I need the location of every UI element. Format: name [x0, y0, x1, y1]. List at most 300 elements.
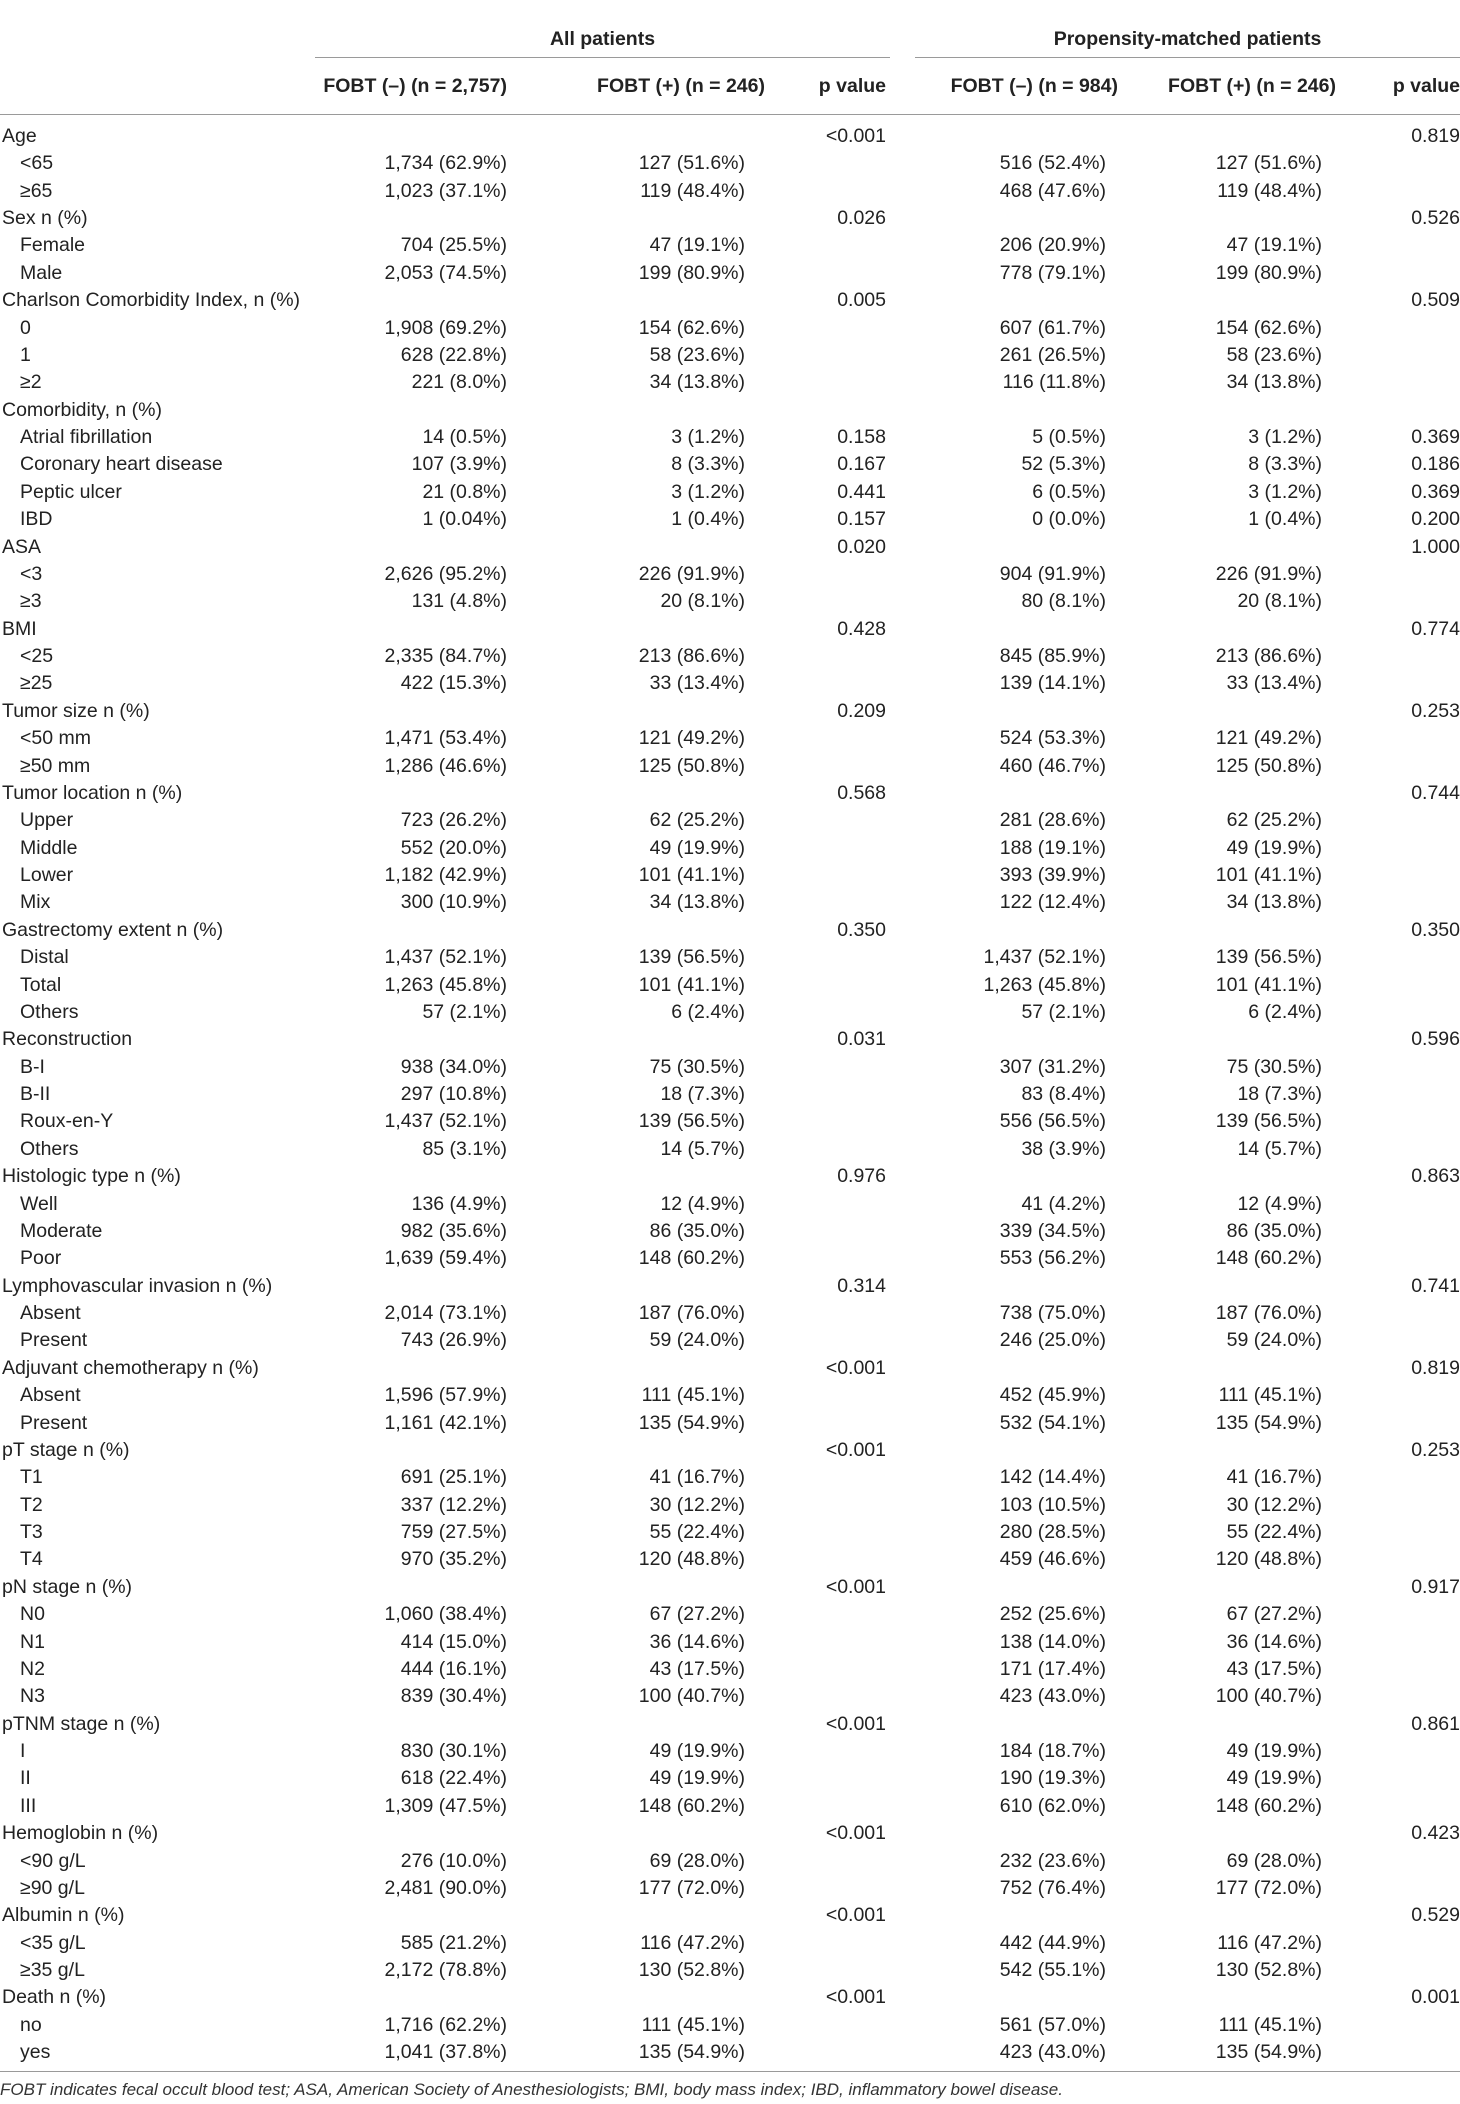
cell-fobt-neg-matched [915, 1163, 1130, 1190]
cell-fobt-neg-matched: 423 (43.0%) [915, 2039, 1130, 2071]
table-row [0, 1793, 1460, 1820]
cell-fobt-pos-matched: 3 (1.2%) [1248, 426, 1322, 449]
table-row [0, 1902, 1460, 1929]
cell-fobt-neg-matched [915, 1026, 1130, 1053]
cell-fobt-pos-all: 111 (45.1%) [641, 2013, 745, 2036]
cell-fobt-neg-all: 628 (22.8%) [400, 343, 507, 366]
cell-fobt-neg-matched: 442 (44.9%) [999, 1931, 1106, 1954]
cell-fobt-pos-all: 139 (56.5%) [638, 1110, 745, 1133]
cell-p-all: <0.001 [825, 1356, 886, 1379]
cell-fobt-neg-all [315, 1820, 525, 1847]
cell-p-matched [1360, 1601, 1460, 1628]
cell-fobt-pos-all [525, 917, 775, 944]
row-label: pTNM stage n (%) [2, 1712, 161, 1735]
cell-gap [890, 1629, 915, 1656]
cell-fobt-pos-all: 127 (51.6%) [638, 152, 745, 175]
cell-p-matched [1360, 1957, 1460, 1984]
cell-fobt-pos-matched: 213 (86.6%) [1215, 645, 1322, 668]
cell-fobt-pos-all: 130 (52.8%) [638, 1959, 745, 1982]
cell-fobt-pos-matched: 148 (60.2%) [1215, 1794, 1322, 1817]
table-row [0, 115, 1460, 151]
cell-fobt-pos-all: 135 (54.9%) [638, 1411, 745, 1434]
cell-fobt-pos-matched [1130, 917, 1360, 944]
cell-fobt-neg-all: 131 (4.8%) [411, 590, 507, 613]
cell-p-matched [1360, 753, 1460, 780]
row-label: Coronary heart disease [20, 453, 223, 476]
cell-fobt-neg-matched [915, 1273, 1130, 1300]
row-label: Upper [20, 809, 74, 832]
cell-fobt-neg-matched: 0 (0.0%) [1032, 508, 1106, 531]
cell-p-all [775, 1519, 890, 1546]
row-label: N0 [20, 1603, 45, 1626]
cell-fobt-pos-matched: 34 (13.8%) [1226, 371, 1322, 394]
cell-gap [890, 1930, 915, 1957]
cell-fobt-neg-all [315, 917, 525, 944]
row-label: pT stage n (%) [2, 1438, 130, 1461]
cell-fobt-pos-matched: 1 (0.4%) [1248, 508, 1322, 531]
cell-fobt-neg-matched: 5 (0.5%) [1032, 426, 1106, 449]
cell-p-matched [1360, 150, 1460, 177]
row-label: Present [20, 1329, 88, 1352]
cell-fobt-neg-all: 1,716 (62.2%) [384, 2013, 507, 2036]
cell-fobt-neg-matched [915, 917, 1130, 944]
cell-p-matched [1360, 1848, 1460, 1875]
cell-fobt-neg-all: 297 (10.8%) [400, 1083, 507, 1106]
cell-fobt-neg-matched: 6 (0.5%) [1032, 480, 1106, 503]
cell-fobt-pos-all: 34 (13.8%) [649, 891, 745, 914]
table-row [0, 1163, 1460, 1190]
cell-gap [890, 1519, 915, 1546]
table-row [0, 479, 1460, 506]
row-label: Histologic type n (%) [2, 1165, 181, 1188]
table-row [0, 1109, 1460, 1136]
table-row [0, 725, 1460, 752]
table-row [0, 643, 1460, 670]
table-row [0, 369, 1460, 396]
table-row [0, 1711, 1460, 1738]
cell-fobt-neg-matched: 524 (53.3%) [999, 727, 1106, 750]
cell-fobt-pos-all: 213 (86.6%) [638, 645, 745, 668]
table-row [0, 1026, 1460, 1053]
table-row [0, 1574, 1460, 1601]
cell-fobt-pos-all: 49 (19.9%) [649, 1740, 745, 1763]
cell-fobt-neg-matched: 38 (3.9%) [1021, 1137, 1106, 1160]
cell-fobt-pos-all: 187 (76.0%) [638, 1302, 745, 1325]
table-row [0, 780, 1460, 807]
cell-fobt-neg-all: 743 (26.9%) [400, 1329, 507, 1352]
row-label: N1 [20, 1630, 45, 1653]
row-label: T2 [20, 1493, 43, 1516]
cell-gap [890, 1574, 915, 1601]
table-row [0, 1848, 1460, 1875]
cell-fobt-neg-all: 1,182 (42.9%) [384, 864, 507, 887]
cell-p-matched [1360, 1191, 1460, 1218]
cell-fobt-pos-all: 30 (12.2%) [649, 1493, 745, 1516]
cell-fobt-pos-matched [1130, 287, 1360, 314]
cell-p-all [775, 260, 890, 287]
cell-fobt-neg-all: 2,481 (90.0%) [384, 1876, 507, 1899]
row-label: Mix [20, 891, 51, 914]
cell-fobt-neg-matched: 41 (4.2%) [1021, 1192, 1106, 1215]
cell-p-matched: 0.001 [1411, 1986, 1460, 2009]
cell-p-all [775, 1410, 890, 1437]
cell-fobt-neg-matched: 904 (91.9%) [999, 562, 1106, 585]
cell-p-all: <0.001 [825, 124, 886, 147]
cell-p-matched [1360, 1300, 1460, 1327]
cell-p-all [775, 835, 890, 862]
cell-fobt-neg-all: 1,286 (46.6%) [384, 754, 507, 777]
row-label: pN stage n (%) [2, 1575, 133, 1598]
cell-fobt-neg-matched [915, 115, 1130, 151]
cell-fobt-neg-matched: 393 (39.9%) [999, 864, 1106, 887]
table-row [0, 1328, 1460, 1355]
cell-fobt-neg-matched: 80 (8.1%) [1021, 590, 1106, 613]
cell-gap [890, 260, 915, 287]
cell-p-all: 0.020 [837, 535, 886, 558]
cell-fobt-pos-all: 3 (1.2%) [671, 480, 745, 503]
cell-p-all [775, 1218, 890, 1245]
cell-gap [890, 999, 915, 1026]
cell-gap [890, 1218, 915, 1245]
cell-fobt-pos-all: 62 (25.2%) [649, 809, 745, 832]
row-label: Total [20, 973, 62, 996]
cell-gap [890, 1766, 915, 1793]
cell-p-matched: 0.861 [1411, 1712, 1460, 1735]
cell-fobt-neg-matched [915, 287, 1130, 314]
table-row [0, 1820, 1460, 1847]
cell-fobt-pos-all: 8 (3.3%) [671, 453, 745, 476]
row-label: N3 [20, 1685, 45, 1708]
cell-p-all [775, 1766, 890, 1793]
row-label: Roux-en-Y [20, 1110, 114, 1133]
cell-fobt-pos-matched: 3 (1.2%) [1248, 480, 1322, 503]
cell-fobt-pos-matched: 62 (25.2%) [1226, 809, 1322, 832]
table-row [0, 1656, 1460, 1683]
cell-gap [890, 780, 915, 807]
cell-gap [890, 233, 915, 260]
table-row [0, 506, 1460, 533]
table-row [0, 2039, 1460, 2071]
cell-p-all [775, 972, 890, 999]
row-label: <50 mm [20, 727, 91, 750]
cell-fobt-pos-all [525, 287, 775, 314]
row-label: Absent [20, 1384, 81, 1407]
cell-gap [890, 671, 915, 698]
cell-gap [890, 534, 915, 561]
cell-fobt-neg-all [315, 205, 525, 232]
cell-p-all: 0.158 [837, 426, 886, 449]
cell-fobt-neg-all: 1,437 (52.1%) [384, 1110, 507, 1133]
cell-fobt-pos-all [525, 534, 775, 561]
row-label: ≥3 [20, 590, 42, 613]
cell-fobt-pos-all: 148 (60.2%) [638, 1247, 745, 1270]
cell-fobt-pos-matched: 20 (8.1%) [1237, 590, 1322, 613]
cell-p-all [775, 999, 890, 1026]
cell-fobt-neg-matched: 122 (12.4%) [999, 891, 1106, 914]
cell-fobt-neg-all [315, 1574, 525, 1601]
cell-p-matched: 0.529 [1411, 1904, 1460, 1927]
cell-p-all [775, 2012, 890, 2039]
row-label: ≥50 mm [20, 754, 91, 777]
cell-fobt-neg-matched: 116 (11.8%) [1002, 371, 1106, 394]
cell-fobt-pos-matched: 139 (56.5%) [1215, 1110, 1322, 1133]
cell-gap [890, 1985, 915, 2012]
cell-fobt-neg-matched: 460 (46.7%) [999, 754, 1106, 777]
table-row [0, 1300, 1460, 1327]
cell-fobt-neg-matched [915, 1902, 1130, 1929]
cell-fobt-pos-all: 116 (47.2%) [640, 1931, 745, 1954]
cell-fobt-neg-matched: 752 (76.4%) [999, 1876, 1106, 1899]
cell-p-all: <0.001 [825, 1822, 886, 1845]
row-label: Middle [20, 836, 78, 859]
cell-gap [890, 1382, 915, 1409]
cell-gap [890, 917, 915, 944]
row-label: Gastrectomy extent n (%) [2, 918, 224, 941]
cell-fobt-pos-all: 120 (48.8%) [638, 1548, 745, 1571]
table-row [0, 1245, 1460, 1272]
cell-fobt-pos-all: 47 (19.1%) [649, 234, 745, 257]
cell-p-all [775, 561, 890, 588]
cell-p-all [775, 753, 890, 780]
cell-fobt-neg-matched: 452 (45.9%) [999, 1384, 1106, 1407]
cell-fobt-pos-all: 14 (5.7%) [660, 1137, 745, 1160]
cell-p-matched [1360, 1328, 1460, 1355]
cell-fobt-pos-matched: 101 (41.1%) [1215, 973, 1322, 996]
table-row [0, 1547, 1460, 1574]
cell-p-all: 0.568 [837, 781, 886, 804]
cell-fobt-pos-all: 67 (27.2%) [649, 1603, 745, 1626]
cell-fobt-neg-matched: 246 (25.0%) [999, 1329, 1106, 1352]
table-row [0, 890, 1460, 917]
row-label: Comorbidity, n (%) [2, 398, 163, 421]
cell-fobt-neg-all: 759 (27.5%) [400, 1521, 507, 1544]
cell-p-matched [1360, 1629, 1460, 1656]
header-gap [890, 0, 915, 58]
cell-fobt-neg-all: 414 (15.0%) [400, 1630, 507, 1653]
cell-p-matched: 0.369 [1411, 426, 1460, 449]
cell-fobt-neg-all: 970 (35.2%) [400, 1548, 507, 1571]
cell-fobt-neg-matched: 171 (17.4%) [999, 1657, 1106, 1680]
cell-p-all [775, 1245, 890, 1272]
cell-fobt-pos-matched: 139 (56.5%) [1215, 946, 1322, 969]
row-label: <25 [20, 645, 54, 668]
row-label: III [20, 1794, 37, 1817]
cell-p-matched [1360, 342, 1460, 369]
cell-fobt-pos-matched [1130, 205, 1360, 232]
table-row [0, 1601, 1460, 1628]
cell-fobt-neg-all: 1,437 (52.1%) [384, 946, 507, 969]
cell-gap [890, 1273, 915, 1300]
table-row [0, 1054, 1460, 1081]
group-header-row [0, 0, 1460, 58]
table-row [0, 178, 1460, 205]
row-label: Atrial fibrillation [20, 426, 153, 449]
cell-fobt-neg-matched: 845 (85.9%) [999, 645, 1106, 668]
cell-p-matched: 0.253 [1411, 699, 1460, 722]
cell-fobt-neg-all: 422 (15.3%) [400, 672, 507, 695]
cell-fobt-pos-matched [1130, 698, 1360, 725]
cell-p-all [775, 1191, 890, 1218]
cell-fobt-pos-matched: 33 (13.4%) [1226, 672, 1322, 695]
cell-p-all: 0.031 [837, 1028, 886, 1051]
row-label: ≥25 [20, 672, 53, 695]
row-label: Peptic ulcer [20, 480, 122, 503]
cell-p-matched [1360, 862, 1460, 889]
cell-gap [890, 890, 915, 917]
cell-fobt-neg-all [315, 1163, 525, 1190]
cell-fobt-neg-matched: 57 (2.1%) [1021, 1000, 1106, 1023]
row-label: Moderate [20, 1219, 103, 1242]
table-row [0, 917, 1460, 944]
row-label: ASA [2, 535, 42, 558]
cell-fobt-pos-matched: 12 (4.9%) [1237, 1192, 1322, 1215]
row-label: 1 [20, 343, 31, 366]
cell-gap [890, 643, 915, 670]
cell-fobt-pos-all [525, 780, 775, 807]
cell-fobt-pos-matched: 34 (13.8%) [1226, 891, 1322, 914]
cell-gap [890, 1902, 915, 1929]
cell-gap [890, 561, 915, 588]
cell-fobt-neg-all [315, 1273, 525, 1300]
cell-fobt-pos-matched [1130, 1574, 1360, 1601]
cell-fobt-pos-all: 33 (13.4%) [649, 672, 745, 695]
cell-fobt-pos-matched: 177 (72.0%) [1215, 1876, 1322, 1899]
cell-p-all [775, 1875, 890, 1902]
cell-gap [890, 1410, 915, 1437]
col-header-p-all: p value [775, 58, 890, 115]
cell-fobt-pos-all: 139 (56.5%) [638, 946, 745, 969]
cell-fobt-neg-matched [915, 1711, 1130, 1738]
cell-fobt-neg-matched [915, 616, 1130, 643]
cell-fobt-pos-all: 101 (41.1%) [638, 973, 745, 996]
cell-p-all [775, 1464, 890, 1491]
row-label: Present [20, 1411, 88, 1434]
row-label: Others [20, 1000, 79, 1023]
cell-fobt-pos-all: 121 (49.2%) [638, 727, 745, 750]
cell-p-matched [1360, 1410, 1460, 1437]
cell-p-matched: 0.774 [1411, 617, 1460, 640]
cell-fobt-pos-matched: 59 (24.0%) [1226, 1329, 1322, 1352]
cell-fobt-neg-matched [915, 1574, 1130, 1601]
cell-p-matched [1360, 369, 1460, 396]
cell-fobt-pos-matched [1130, 1985, 1360, 2012]
cell-fobt-neg-matched: 738 (75.0%) [999, 1302, 1106, 1325]
cell-gap [890, 115, 915, 151]
cell-fobt-neg-all: 2,335 (84.7%) [384, 645, 507, 668]
cell-p-all: 0.314 [837, 1274, 886, 1297]
cell-fobt-pos-matched: 47 (19.1%) [1226, 234, 1322, 257]
row-label: B-I [20, 1055, 45, 1078]
cell-fobt-neg-matched: 1,437 (52.1%) [983, 946, 1106, 969]
table-row [0, 424, 1460, 451]
cell-p-matched [1360, 999, 1460, 1026]
row-label: II [20, 1767, 31, 1790]
cell-gap [890, 1957, 915, 1984]
cell-gap [890, 1848, 915, 1875]
cell-fobt-pos-all [525, 1026, 775, 1053]
cell-gap [890, 1081, 915, 1108]
cell-p-all [775, 725, 890, 752]
cell-fobt-neg-all: 14 (0.5%) [422, 426, 507, 449]
cell-p-all: 0.428 [837, 617, 886, 640]
cell-fobt-neg-matched: 142 (14.4%) [999, 1466, 1106, 1489]
cell-gap [890, 1191, 915, 1218]
cell-gap [890, 342, 915, 369]
cell-p-matched [1360, 944, 1460, 971]
cell-gap [890, 287, 915, 314]
cell-fobt-neg-matched: 556 (56.5%) [999, 1110, 1106, 1133]
cell-fobt-pos-matched: 120 (48.8%) [1215, 1548, 1322, 1571]
cell-fobt-neg-matched [915, 397, 1130, 424]
cell-fobt-neg-matched: 610 (62.0%) [999, 1794, 1106, 1817]
table-row [0, 260, 1460, 287]
cell-gap [890, 1437, 915, 1464]
table-row [0, 616, 1460, 643]
cell-p-matched: 0.423 [1411, 1822, 1460, 1845]
cell-gap [890, 1328, 915, 1355]
cell-fobt-neg-all: 552 (20.0%) [400, 836, 507, 859]
cell-fobt-pos-all [525, 115, 775, 151]
cell-fobt-neg-matched: 188 (19.1%) [999, 836, 1106, 859]
table-body [0, 115, 1460, 2072]
cell-gap [890, 1711, 915, 1738]
cell-fobt-pos-all: 86 (35.0%) [649, 1219, 745, 1242]
cell-p-all [775, 1300, 890, 1327]
cell-fobt-neg-all: 723 (26.2%) [400, 809, 507, 832]
cell-gap [890, 2039, 915, 2071]
cell-fobt-pos-all [525, 1985, 775, 2012]
cell-fobt-neg-all: 1,908 (69.2%) [384, 316, 507, 339]
cell-gap [890, 506, 915, 533]
table-row [0, 452, 1460, 479]
row-label: Death n (%) [2, 1986, 107, 2009]
cell-p-all: 0.976 [837, 1165, 886, 1188]
cell-fobt-neg-all: 444 (16.1%) [400, 1657, 507, 1680]
cell-fobt-neg-matched: 561 (57.0%) [999, 2013, 1106, 2036]
cell-p-matched [1360, 2039, 1460, 2071]
table-row [0, 807, 1460, 834]
cell-fobt-pos-matched: 6 (2.4%) [1248, 1000, 1322, 1023]
cell-p-all [775, 1547, 890, 1574]
cell-p-matched: 0.186 [1411, 453, 1460, 476]
cell-fobt-neg-all: 221 (8.0%) [411, 371, 507, 394]
row-label: Poor [20, 1247, 62, 1270]
cell-fobt-pos-all: 12 (4.9%) [660, 1192, 745, 1215]
cell-gap [890, 1109, 915, 1136]
cell-fobt-pos-matched: 43 (17.5%) [1226, 1657, 1322, 1680]
group-all-patients: All patients [315, 0, 890, 58]
cell-fobt-neg-all: 1,161 (42.1%) [384, 1411, 507, 1434]
table-row [0, 1930, 1460, 1957]
cell-fobt-neg-all: 1,596 (57.9%) [384, 1384, 507, 1407]
cell-fobt-pos-matched: 119 (48.4%) [1217, 179, 1322, 202]
cell-gap [890, 1054, 915, 1081]
cell-gap [890, 1136, 915, 1163]
row-label: 0 [20, 316, 31, 339]
cell-fobt-pos-matched: 49 (19.9%) [1226, 836, 1322, 859]
table-row [0, 1191, 1460, 1218]
cell-p-matched: 0.741 [1411, 1274, 1460, 1297]
cell-fobt-pos-all [525, 616, 775, 643]
table-row [0, 233, 1460, 260]
cell-gap [890, 835, 915, 862]
cell-p-matched [1360, 835, 1460, 862]
row-label: N2 [20, 1657, 45, 1680]
cell-p-all: <0.001 [825, 1986, 886, 2009]
cell-p-matched [1360, 260, 1460, 287]
cell-fobt-neg-all [315, 1902, 525, 1929]
cell-fobt-pos-matched [1130, 1355, 1360, 1382]
